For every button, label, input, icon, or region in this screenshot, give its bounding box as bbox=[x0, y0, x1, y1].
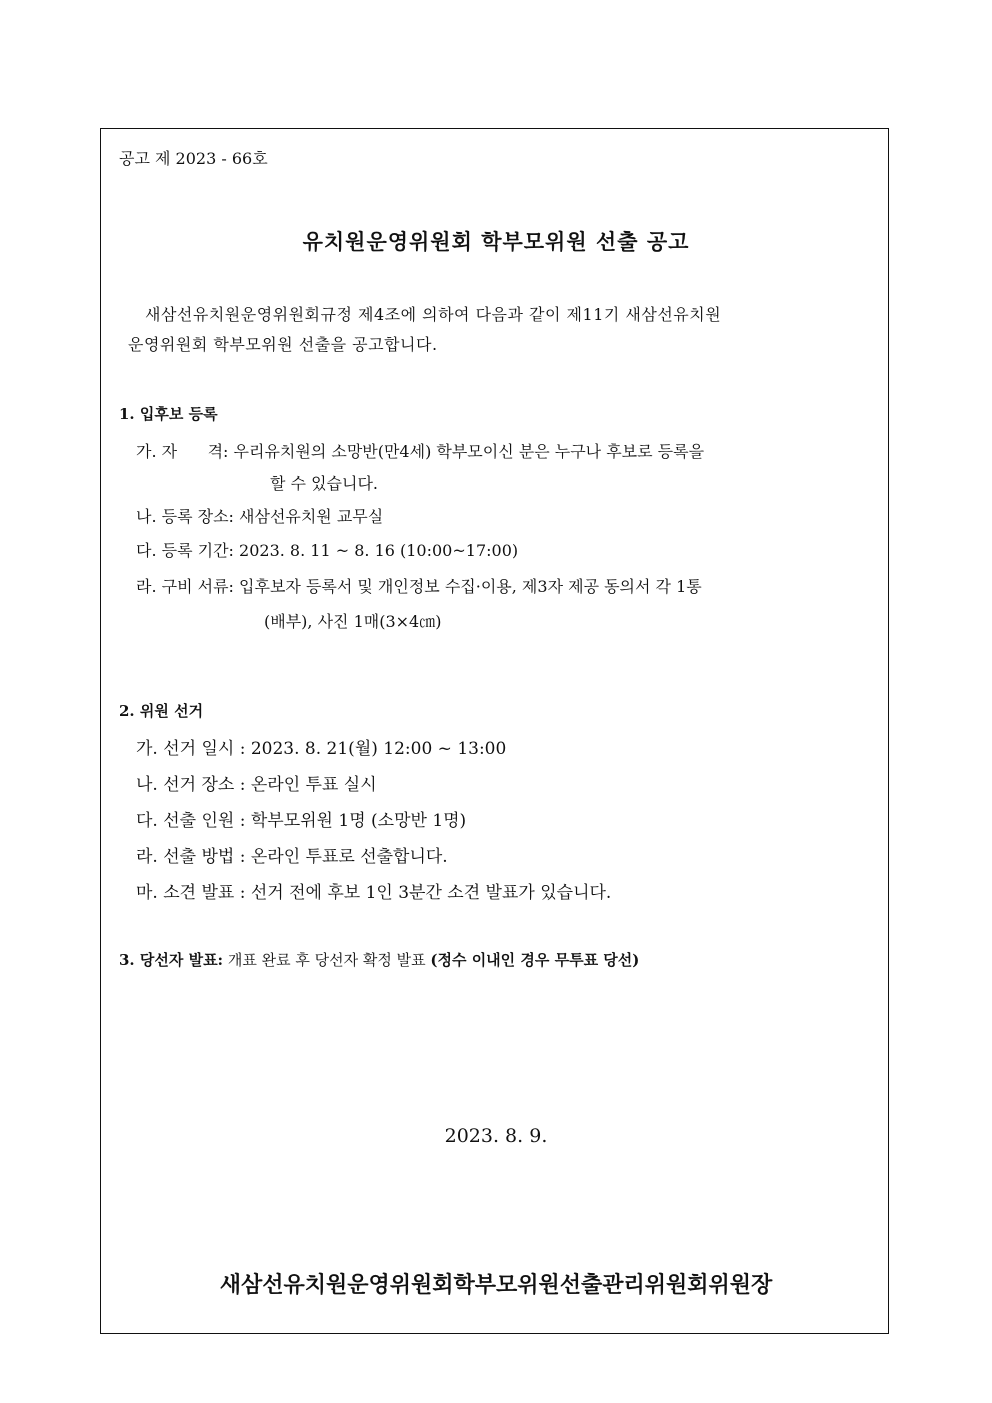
item-key: 마. 소견 발표 : bbox=[136, 883, 246, 903]
section-2-item-speech bbox=[136, 878, 611, 903]
item-key: 라. 구비 서류: bbox=[136, 577, 234, 596]
section-2-item-place bbox=[136, 770, 377, 795]
item-value: 선거 전에 후보 1인 3분간 소견 발표가 있습니다. bbox=[250, 883, 612, 903]
intro-line-2: 운영위원회 학부모위원 선출을 공고합니다. bbox=[128, 335, 438, 354]
item-key: 가. 자 격: bbox=[136, 442, 229, 461]
section-3-note: (정수 이내인 경우 무투표 당선) bbox=[430, 951, 640, 969]
page-title: 유치원운영위원회 학부모위원 선출 공고 bbox=[302, 229, 690, 254]
section-2-heading: 2. 위원 선거 bbox=[119, 702, 204, 720]
section-1-item-documents bbox=[136, 574, 702, 597]
item-key: 가. 선거 일시 : bbox=[136, 739, 246, 759]
section-1-item-qualification-cont: 할 수 있습니다. bbox=[270, 474, 378, 493]
item-value: 새삼선유치원 교무실 bbox=[239, 507, 384, 526]
section-3 bbox=[119, 949, 639, 970]
section-3-text: 개표 완료 후 당선자 확정 발표 bbox=[227, 951, 426, 969]
notice-number: 공고 제 2023 - 66호 bbox=[119, 149, 268, 168]
signer: 새삼선유치원운영위원회학부모위원선출관리위원회위원장 bbox=[219, 1272, 773, 1298]
section-2-item-count bbox=[136, 806, 466, 831]
item-value: 온라인 투표로 선출합니다. bbox=[250, 847, 448, 867]
item-value: 2023. 8. 11 ~ 8. 16 (10:00~17:00) bbox=[239, 541, 519, 560]
item-value: 온라인 투표 실시 bbox=[250, 775, 377, 795]
item-key: 나. 선거 장소 : bbox=[136, 775, 246, 795]
item-value: 2023. 8. 21(월) 12:00 ~ 13:00 bbox=[250, 739, 507, 759]
section-3-label: 3. 당선자 발표: bbox=[119, 951, 224, 969]
item-key: 다. 등록 기간: bbox=[136, 541, 234, 560]
section-1-item-place bbox=[136, 504, 383, 527]
item-key: 다. 선출 인원 : bbox=[136, 811, 246, 831]
item-value: 학부모위원 1명 (소망반 1명) bbox=[250, 811, 467, 831]
section-1-item-period bbox=[136, 538, 518, 561]
section-1-heading: 1. 입후보 등록 bbox=[119, 405, 218, 423]
item-key: 나. 등록 장소: bbox=[136, 507, 234, 526]
section-2-item-datetime bbox=[136, 734, 506, 759]
notice-date: 2023. 8. 9. bbox=[444, 1125, 548, 1147]
section-1-item-documents-cont: (배부), 사진 1매(3×4㎝) bbox=[264, 612, 442, 631]
item-value: 우리유치원의 소망반(만4세) 학부모이신 분은 누구나 후보로 등록을 bbox=[233, 442, 705, 461]
section-2-item-method bbox=[136, 842, 448, 867]
item-key: 라. 선출 방법 : bbox=[136, 847, 246, 867]
section-1-item-qualification bbox=[136, 439, 704, 462]
item-value: 입후보자 등록서 및 개인정보 수집·이용, 제3자 제공 동의서 각 1통 bbox=[239, 577, 702, 596]
intro-line-1: 새삼선유치원운영위원회규정 제4조에 의하여 다음과 같이 제11기 새삼선유치원 bbox=[145, 305, 722, 324]
